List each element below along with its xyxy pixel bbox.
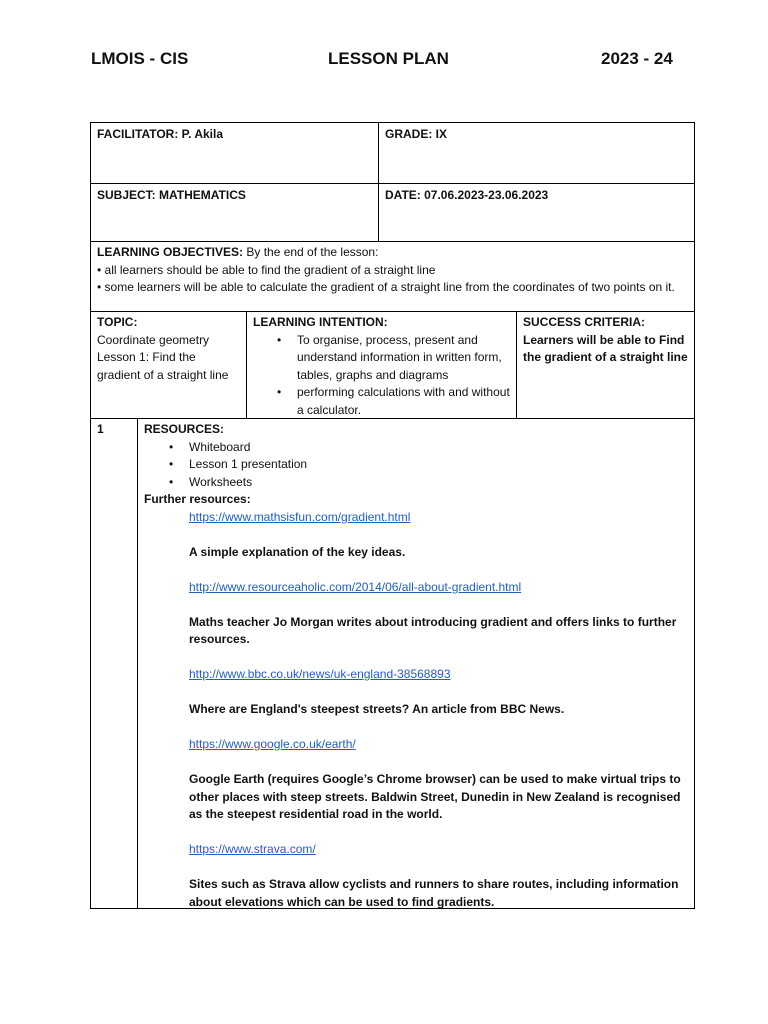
row-number: 1 — [97, 422, 104, 436]
resource-item: • Worksheets — [169, 474, 253, 489]
resource-link[interactable]: https://www.strava.com/ — [189, 842, 316, 856]
resource-link[interactable]: https://www.mathsisfun.com/gradient.html — [189, 509, 411, 524]
intention-label: LEARNING INTENTION: — [253, 315, 388, 329]
facilitator-cell: FACILITATOR: P. Akila — [97, 127, 224, 141]
intention-cell — [247, 312, 516, 418]
resources-label: RESOURCES: — [144, 422, 225, 436]
resource-link[interactable]: http://www.resourceaholic.com/2014/06/all-about-gradient.html — [189, 579, 522, 594]
intention-item: • performing calculations with and without a calculator. — [277, 385, 510, 417]
resource-description: Where are England's steepest streets? An article from BBC News. — [189, 702, 565, 716]
facilitator-row — [90, 122, 695, 184]
resource-link[interactable]: http://www.bbc.co.uk/news/uk-england-38568893 — [189, 667, 451, 681]
topic-text: Coordinate geometry Lesson 1: Find the gradient of a straight line — [97, 332, 229, 382]
resources-row — [90, 419, 695, 909]
grade-cell: GRADE: IX — [385, 127, 448, 141]
subject-cell: SUBJECT: MATHEMATICS — [97, 188, 246, 202]
lesson-plan-table — [90, 122, 695, 909]
resource-description: A simple explanation of the key ideas. — [189, 544, 406, 559]
success-label: SUCCESS CRITERIA: — [523, 315, 646, 329]
resource-description: Maths teacher Jo Morgan writes about introducing gradient and offers links to further resources. — [189, 614, 677, 646]
further-resources-label: Further resources: — [144, 492, 251, 506]
subject-row — [90, 184, 695, 242]
document-title: LESSON PLAN — [328, 49, 449, 68]
success-text: Learners will be able to Find the gradient of a straight line — [523, 332, 688, 364]
objective-line-2: • some learners will be able to calculate the gradient of a straight line from the coordinates of two points on it. — [97, 280, 675, 294]
topic-label: TOPIC: — [97, 315, 138, 329]
objective-line-1: • all learners should be able to find the gradient of a straight line — [97, 262, 436, 277]
resource-item: • Lesson 1 presentation — [169, 457, 308, 471]
resources-cell — [138, 419, 694, 908]
date-cell: DATE: 07.06.2023-23.06.2023 — [385, 188, 549, 202]
topic-row — [90, 312, 695, 419]
objectives-cell — [91, 242, 694, 311]
resource-item: • Whiteboard — [169, 439, 251, 454]
academic-year: 2023 - 24 — [601, 49, 673, 68]
resource-description: Google Earth (requires Google’s Chrome browser) can be used to make virtual trips to other places with steep streets. Baldwin Street, Dunedin in New Zealand is recognised as the steepest residential road in the world. — [189, 772, 681, 821]
resource-description: Sites such as Strava allow cyclists and runners to share routes, including information about elevations which can be used to find gradients. — [189, 877, 679, 909]
objectives-row — [90, 242, 695, 312]
school-name: LMOIS - CIS — [91, 49, 189, 68]
resource-link[interactable]: https://www.google.co.uk/earth/ — [189, 737, 356, 751]
objectives-label: LEARNING OBJECTIVES: — [97, 245, 244, 259]
topic-cell — [91, 312, 246, 418]
objectives-intro: By the end of the lesson: — [243, 245, 379, 259]
success-cell — [517, 312, 694, 418]
intention-item: • To organise, process, present and understand information in written form, tables, graphs and diagrams — [277, 332, 502, 382]
